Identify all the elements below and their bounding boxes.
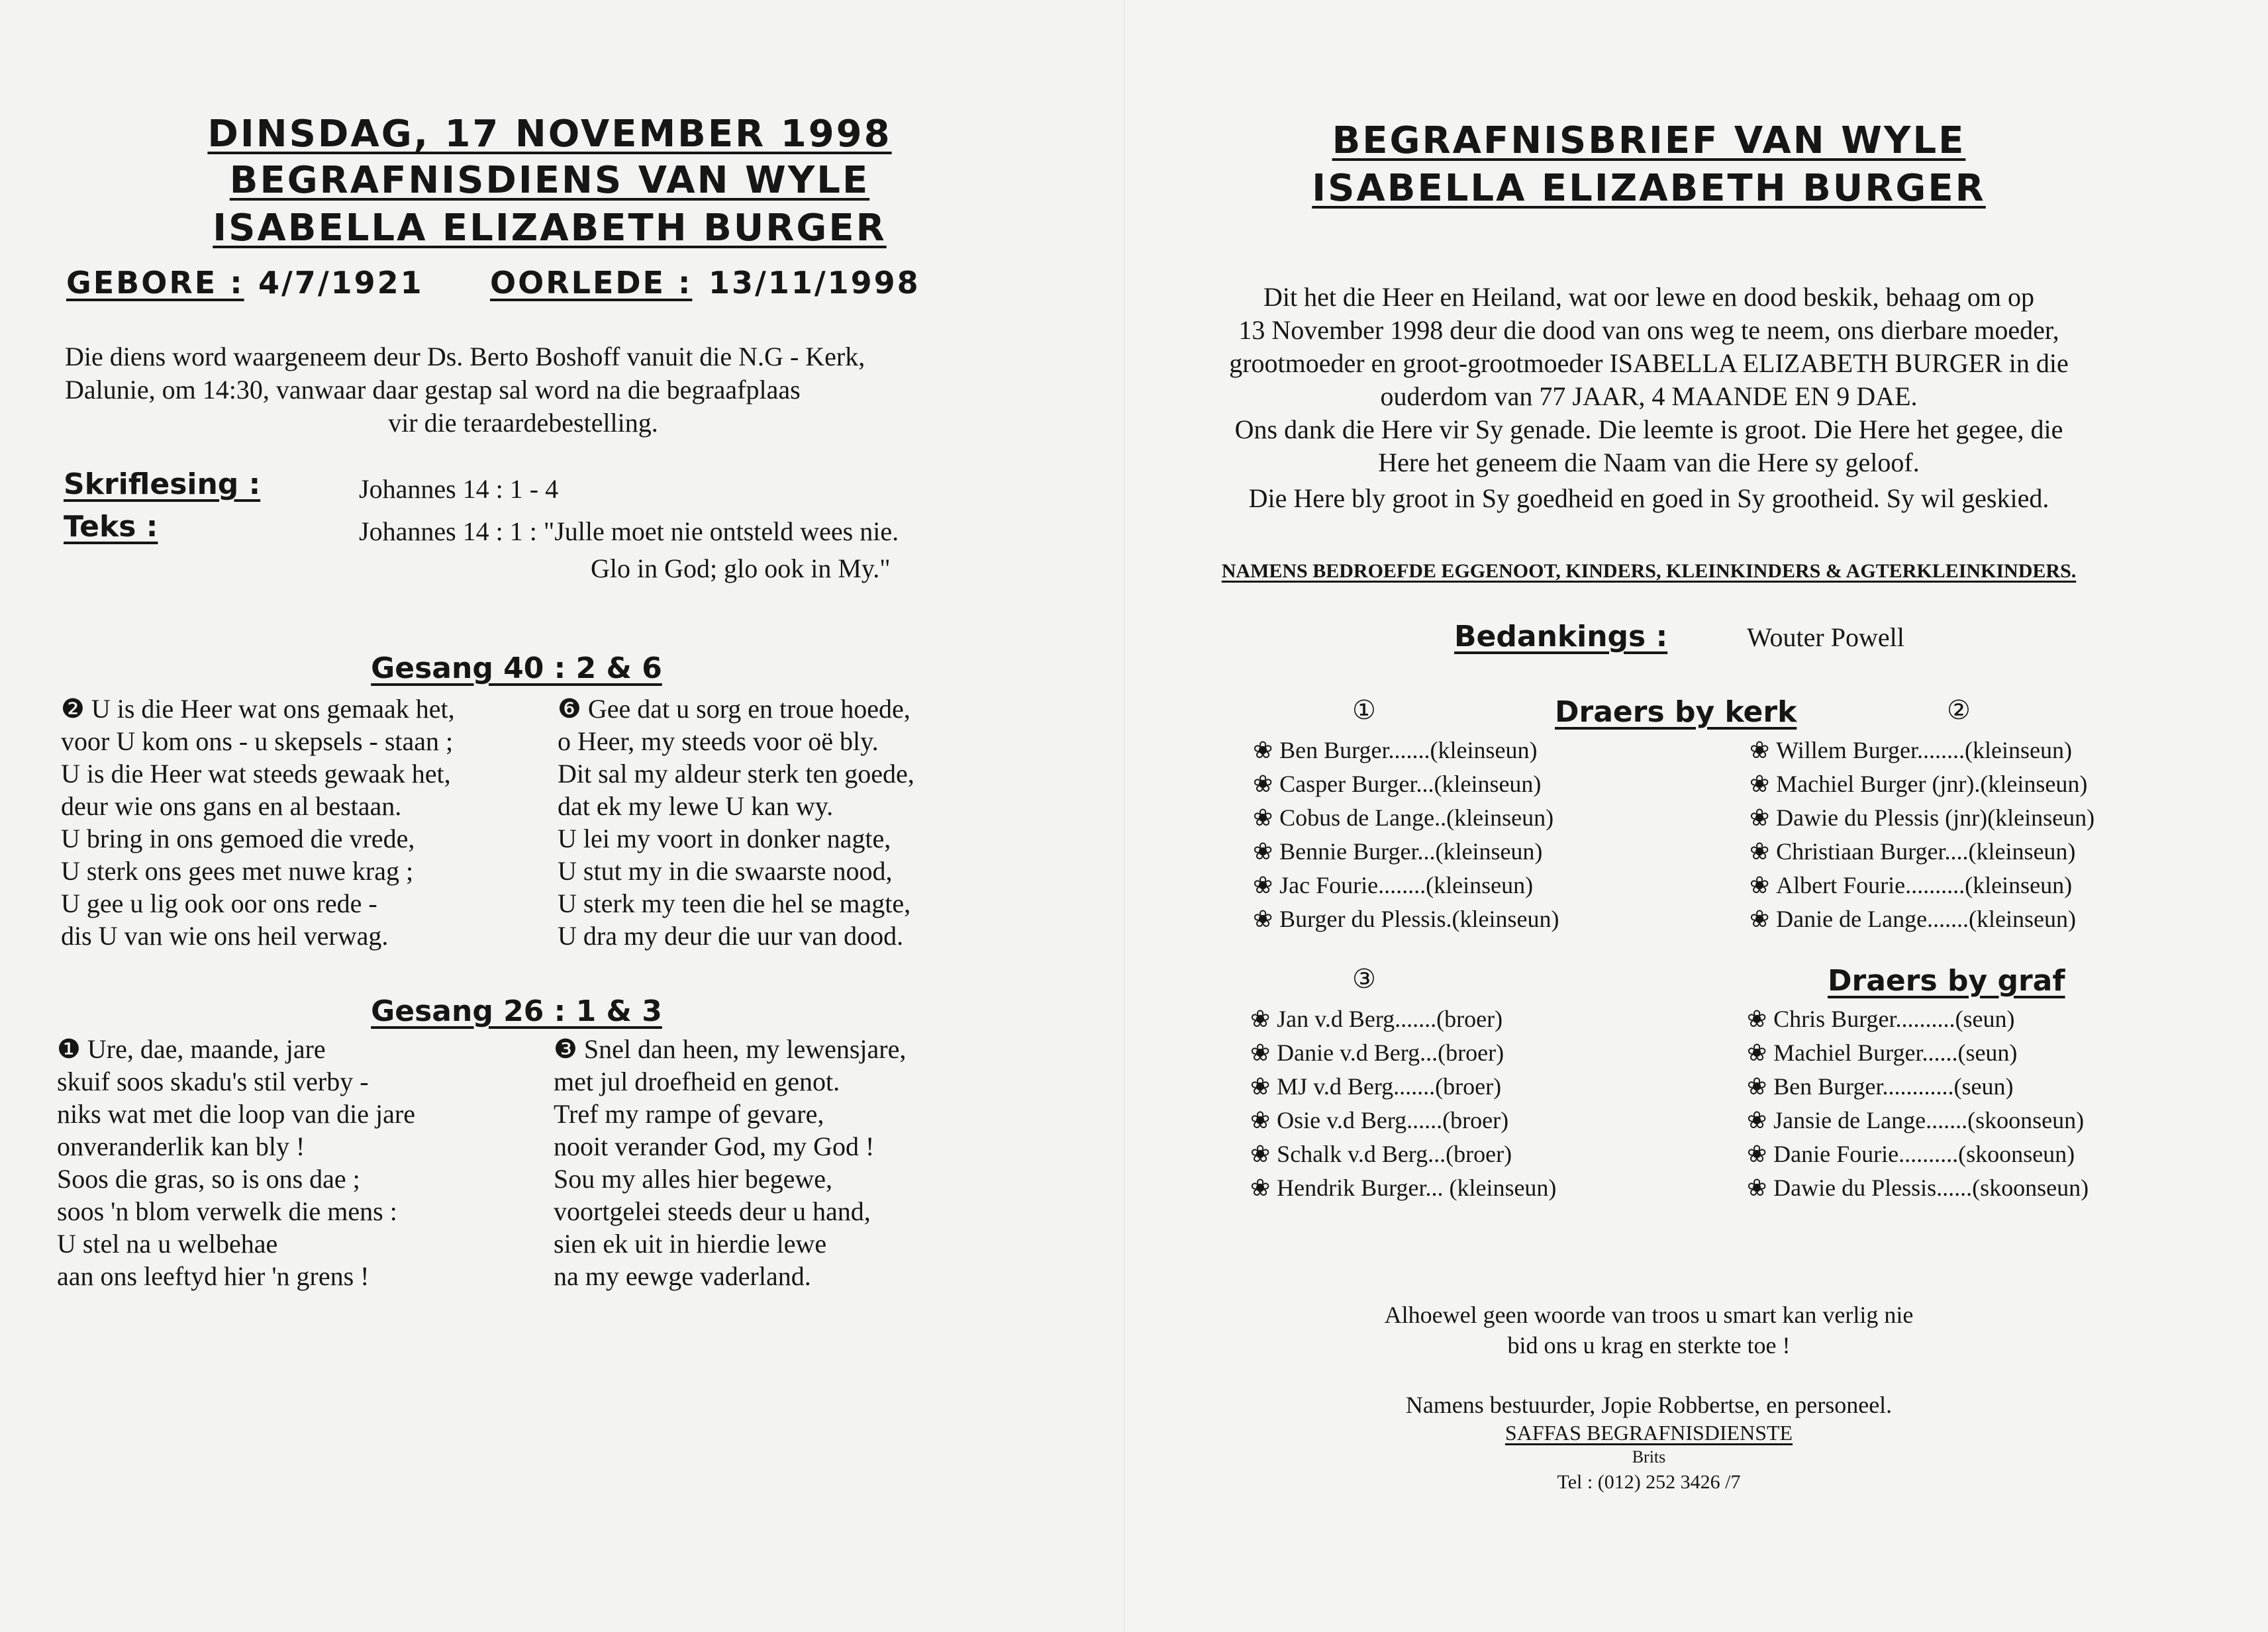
hymn-line: met jul droefheid en genot. <box>554 1067 840 1096</box>
church-bearers-title: Draers by kerk <box>1555 695 1797 729</box>
deceased-name: ISABELLA ELIZABETH BURGER <box>213 207 887 250</box>
hymn-line: U sterk ons gees met nuwe krag ; <box>61 856 414 886</box>
bearer-name: Bennie Burger...(kleinseun) <box>1279 838 1543 865</box>
bearer-row <box>1250 1002 1556 1036</box>
right-page <box>1126 0 2268 1632</box>
announcement-line: Die Here bly groot in Sy goedheid en goed in Sy grootheid. Sy wil geskied. <box>1248 483 2049 513</box>
church-bearers-group-1 <box>1253 734 1559 936</box>
hymn-line: Sou my alles hier begewe, <box>554 1164 832 1194</box>
hymn-line: dis U van wie ons heil verwag. <box>61 921 389 951</box>
flower-icon: ❀ <box>1253 906 1273 933</box>
hymn-26-column-2 <box>554 1033 906 1292</box>
group-3-marker: ③ <box>1352 964 1376 994</box>
hymn-line: voortgelei steeds deur u hand, <box>554 1196 871 1226</box>
bearer-row <box>1747 1036 2089 1070</box>
left-page <box>0 0 1126 1632</box>
flower-icon: ❀ <box>1747 1006 1767 1033</box>
born-label: GEBORE : <box>66 265 244 301</box>
hymn-line: U stel na u welbehae <box>57 1229 278 1259</box>
bearer-name: Machiel Burger......(seun) <box>1773 1039 2018 1066</box>
bearer-row <box>1747 1104 2089 1137</box>
hymn-line: niks wat met die loop van die jare <box>57 1099 415 1129</box>
flower-icon: ❀ <box>1747 1073 1767 1100</box>
bearer-row <box>1750 801 2095 835</box>
bearer-row <box>1750 902 2095 936</box>
bearer-name: Cobus de Lange..(kleinseun) <box>1279 804 1554 831</box>
bearer-name: Christiaan Burger....(kleinseun) <box>1776 838 2076 865</box>
bearer-name: Casper Burger...(kleinseun) <box>1279 771 1542 797</box>
hymn-line: U lei my voort in donker nagte, <box>558 824 891 853</box>
hymn-40-title: Gesang 40 : 2 & 6 <box>371 651 662 685</box>
bearer-name: Danie de Lange.......(kleinseun) <box>1776 906 2077 932</box>
hymn-26-title: Gesang 26 : 1 & 3 <box>371 994 662 1028</box>
announcement-line: Dit het die Heer en Heiland, wat oor lewe en dood beskik, behaag om op <box>1263 282 2035 312</box>
flower-icon: ❀ <box>1250 1073 1271 1100</box>
bearer-row <box>1253 734 1559 767</box>
bearer-name: Hendrik Burger... (kleinseun) <box>1277 1175 1557 1201</box>
bearer-name: Ben Burger.......(kleinseun) <box>1279 737 1538 763</box>
bearer-row <box>1747 1070 2089 1104</box>
bearer-row <box>1747 1171 2089 1205</box>
bearer-row <box>1250 1171 1556 1205</box>
hymn-line: ❷ U is die Heer wat ons gemaak het, <box>61 694 455 724</box>
hymn-line: deur wie ons gans en al bestaan. <box>61 791 402 821</box>
letter-title: BEGRAFNISBRIEF VAN WYLE <box>1332 119 1966 162</box>
announcement-line: Here het geneem die Naam van die Here sy geloof. <box>1378 448 1920 477</box>
bearer-name: Burger du Plessis.(kleinseun) <box>1279 906 1559 932</box>
bearer-name: Jansie de Lange.......(skoonseun) <box>1773 1107 2085 1133</box>
announcement-line: grootmoeder en groot-grootmoeder ISABELLA ELIZABETH BURGER in die <box>1229 348 2069 378</box>
reading-label: Skriflesing : <box>64 467 261 501</box>
closing-line-2: bid ons u krag en sterkte toe ! <box>1507 1332 1791 1359</box>
letter-name: ISABELLA ELIZABETH BURGER <box>1312 167 1986 210</box>
flower-icon: ❀ <box>1253 737 1273 764</box>
undertaker-phone: Tel : (012) 252 3426 /7 <box>1557 1471 1741 1493</box>
flower-icon: ❀ <box>1253 872 1273 899</box>
died-date: 13/11/1998 <box>709 265 920 301</box>
service-title: BEGRAFNISDIENS VAN WYLE <box>229 159 870 202</box>
hymn-line: nooit verander God, my God ! <box>554 1131 875 1161</box>
flower-icon: ❀ <box>1250 1039 1271 1067</box>
hymn-40-column-1 <box>61 693 455 952</box>
flower-icon: ❀ <box>1250 1141 1271 1168</box>
flower-icon: ❀ <box>1250 1107 1271 1134</box>
hymn-line: U is die Heer wat steeds gewaak het, <box>61 759 451 789</box>
thanks-name: Wouter Powell <box>1747 622 1904 652</box>
hymn-line: aan ons leeftyd hier 'n grens ! <box>57 1261 370 1291</box>
flower-icon: ❀ <box>1750 872 1770 899</box>
flower-icon: ❀ <box>1750 771 1770 798</box>
bearer-row <box>1250 1137 1556 1171</box>
flower-icon: ❀ <box>1747 1039 1767 1067</box>
intro-line: Die diens word waargeneem deur Ds. Berto Boshoff vanuit die N.G - Kerk, <box>65 342 865 371</box>
undertaker-line: Namens bestuurder, Jopie Robbertse, en personeel. <box>1405 1392 1893 1418</box>
bearer-name: Jan v.d Berg.......(broer) <box>1277 1006 1503 1032</box>
bearer-row <box>1250 1036 1556 1070</box>
bearer-row <box>1253 835 1559 869</box>
text-value-continued: Glo in God; glo ook in My." <box>591 553 891 583</box>
bearer-name: Dawie du Plessis......(skoonseun) <box>1773 1175 2089 1201</box>
intro-line: Dalunie, om 14:30, vanwaar daar gestap sal word na die begraafplaas <box>65 375 801 405</box>
flower-icon: ❀ <box>1750 906 1770 933</box>
flower-icon: ❀ <box>1253 804 1273 832</box>
thanks-label: Bedankings : <box>1454 620 1668 653</box>
hymn-line: U bring in ons gemoed die vrede, <box>61 824 415 853</box>
hymn-line: U sterk my teen die hel se magte, <box>558 888 911 918</box>
grave-bearers-title: Draers by graf <box>1828 964 2065 998</box>
announcement-line: ouderdom van 77 JAAR, 4 MAANDE EN 9 DAE. <box>1380 381 1918 411</box>
bearer-row <box>1750 767 2095 801</box>
text-value: Johannes 14 : 1 : "Julle moet nie ontsteld wees nie. <box>359 516 899 546</box>
bearer-name: Machiel Burger (jnr).(kleinseun) <box>1776 771 2088 797</box>
bearer-name: Danie v.d Berg...(broer) <box>1277 1039 1504 1066</box>
text-label: Teks : <box>64 510 158 544</box>
flower-icon: ❀ <box>1747 1175 1767 1202</box>
grave-bearers-group-4 <box>1747 1002 2089 1205</box>
died-label: OORLEDE : <box>490 265 693 301</box>
bearer-name: Willem Burger........(kleinseun) <box>1776 737 2072 763</box>
closing-line-1: Alhoewel geen woorde van troos u smart kan verlig nie <box>1384 1302 1914 1328</box>
group-1-marker: ① <box>1352 695 1376 726</box>
bearer-row <box>1747 1002 2089 1036</box>
hymn-line: ❸ Snel dan heen, my lewensjare, <box>554 1034 907 1064</box>
group-2-marker: ② <box>1947 695 1971 726</box>
hymn-line: Tref my rampe of gevare, <box>554 1099 824 1129</box>
bearer-name: Jac Fourie........(kleinseun) <box>1279 872 1534 898</box>
grave-bearers-group-3 <box>1250 1002 1556 1205</box>
bearer-name: Chris Burger..........(seun) <box>1773 1006 2015 1032</box>
bearer-row <box>1253 801 1559 835</box>
bearer-name: Osie v.d Berg......(broer) <box>1277 1107 1509 1133</box>
church-bearers-group-2 <box>1750 734 2095 936</box>
bearer-row <box>1250 1070 1556 1104</box>
bearer-name: Albert Fourie..........(kleinseun) <box>1776 872 2073 898</box>
hymn-line: Soos die gras, so is ons dae ; <box>57 1164 360 1194</box>
flower-icon: ❀ <box>1750 838 1770 865</box>
bearer-row <box>1747 1137 2089 1171</box>
hymn-line: U dra my deur die uur van dood. <box>558 921 904 951</box>
hymn-line: ❻ Gee dat u sorg en troue hoede, <box>558 694 911 724</box>
hymn-line: soos 'n blom verwelk die mens : <box>57 1196 397 1226</box>
reading-value: Johannes 14 : 1 - 4 <box>359 474 559 504</box>
undertaker-town: Brits <box>1632 1447 1666 1466</box>
flower-icon: ❀ <box>1253 838 1273 865</box>
bearer-row <box>1750 835 2095 869</box>
bearer-name: MJ v.d Berg.......(broer) <box>1277 1073 1502 1100</box>
flower-icon: ❀ <box>1253 771 1273 798</box>
flower-icon: ❀ <box>1250 1006 1271 1033</box>
flower-icon: ❀ <box>1750 737 1770 764</box>
intro-line: vir die teraardebestelling. <box>388 408 658 438</box>
bearer-name: Dawie du Plessis (jnr)(kleinseun) <box>1776 804 2095 831</box>
hymn-line: U gee u lig ook oor ons rede - <box>61 888 377 918</box>
undertaker-name: SAFFAS BEGRAFNISDIENSTE <box>1504 1421 1793 1445</box>
bearer-name: Ben Burger............(seun) <box>1773 1073 2014 1100</box>
date-heading: DINSDAG, 17 NOVEMBER 1998 <box>207 113 892 156</box>
announcement-line: Ons dank die Here vir Sy genade. Die leemte is groot. Die Here het gegee, die <box>1234 414 2063 444</box>
hymn-line: ❶ Ure, dae, maande, jare <box>57 1034 326 1064</box>
hymn-40-column-2 <box>558 693 914 952</box>
bearer-row <box>1750 869 2095 902</box>
bearer-name: Schalk v.d Berg...(broer) <box>1277 1141 1512 1167</box>
hymn-line: skuif soos skadu's stil verby - <box>57 1067 369 1096</box>
bearer-row <box>1750 734 2095 767</box>
bearer-row <box>1253 902 1559 936</box>
announcement-line: 13 November 1998 deur die dood van ons weg te neem, ons dierbare moeder, <box>1238 315 2059 345</box>
flower-icon: ❀ <box>1750 804 1770 832</box>
flower-icon: ❀ <box>1747 1107 1767 1134</box>
hymn-line: na my eewge vaderland. <box>554 1261 811 1291</box>
hymn-line: voor U kom ons - u skepsels - staan ; <box>61 726 454 756</box>
hymn-line: dat ek my lewe U kan wy. <box>558 791 834 821</box>
bearer-row <box>1253 869 1559 902</box>
bearer-row <box>1253 767 1559 801</box>
bearer-name: Danie Fourie..........(skoonseun) <box>1773 1141 2075 1167</box>
hymn-line: sien ek uit in hierdie lewe <box>554 1229 827 1259</box>
hymn-line: U stut my in die swaarste nood, <box>558 856 893 886</box>
born-date: 4/7/1921 <box>258 265 424 301</box>
hymn-line: onveranderlik kan bly ! <box>57 1131 305 1161</box>
hymn-line: Dit sal my aldeur sterk ten goede, <box>558 759 914 789</box>
bearer-row <box>1250 1104 1556 1137</box>
behalf-line: NAMENS BEDROEFDE EGGENOOT, KINDERS, KLEINKINDERS & AGTERKLEINKINDERS. <box>1221 560 2077 582</box>
hymn-26-column-1 <box>57 1033 415 1292</box>
flower-icon: ❀ <box>1747 1141 1767 1168</box>
flower-icon: ❀ <box>1250 1175 1271 1202</box>
hymn-line: o Heer, my steeds voor oë bly. <box>558 726 879 756</box>
